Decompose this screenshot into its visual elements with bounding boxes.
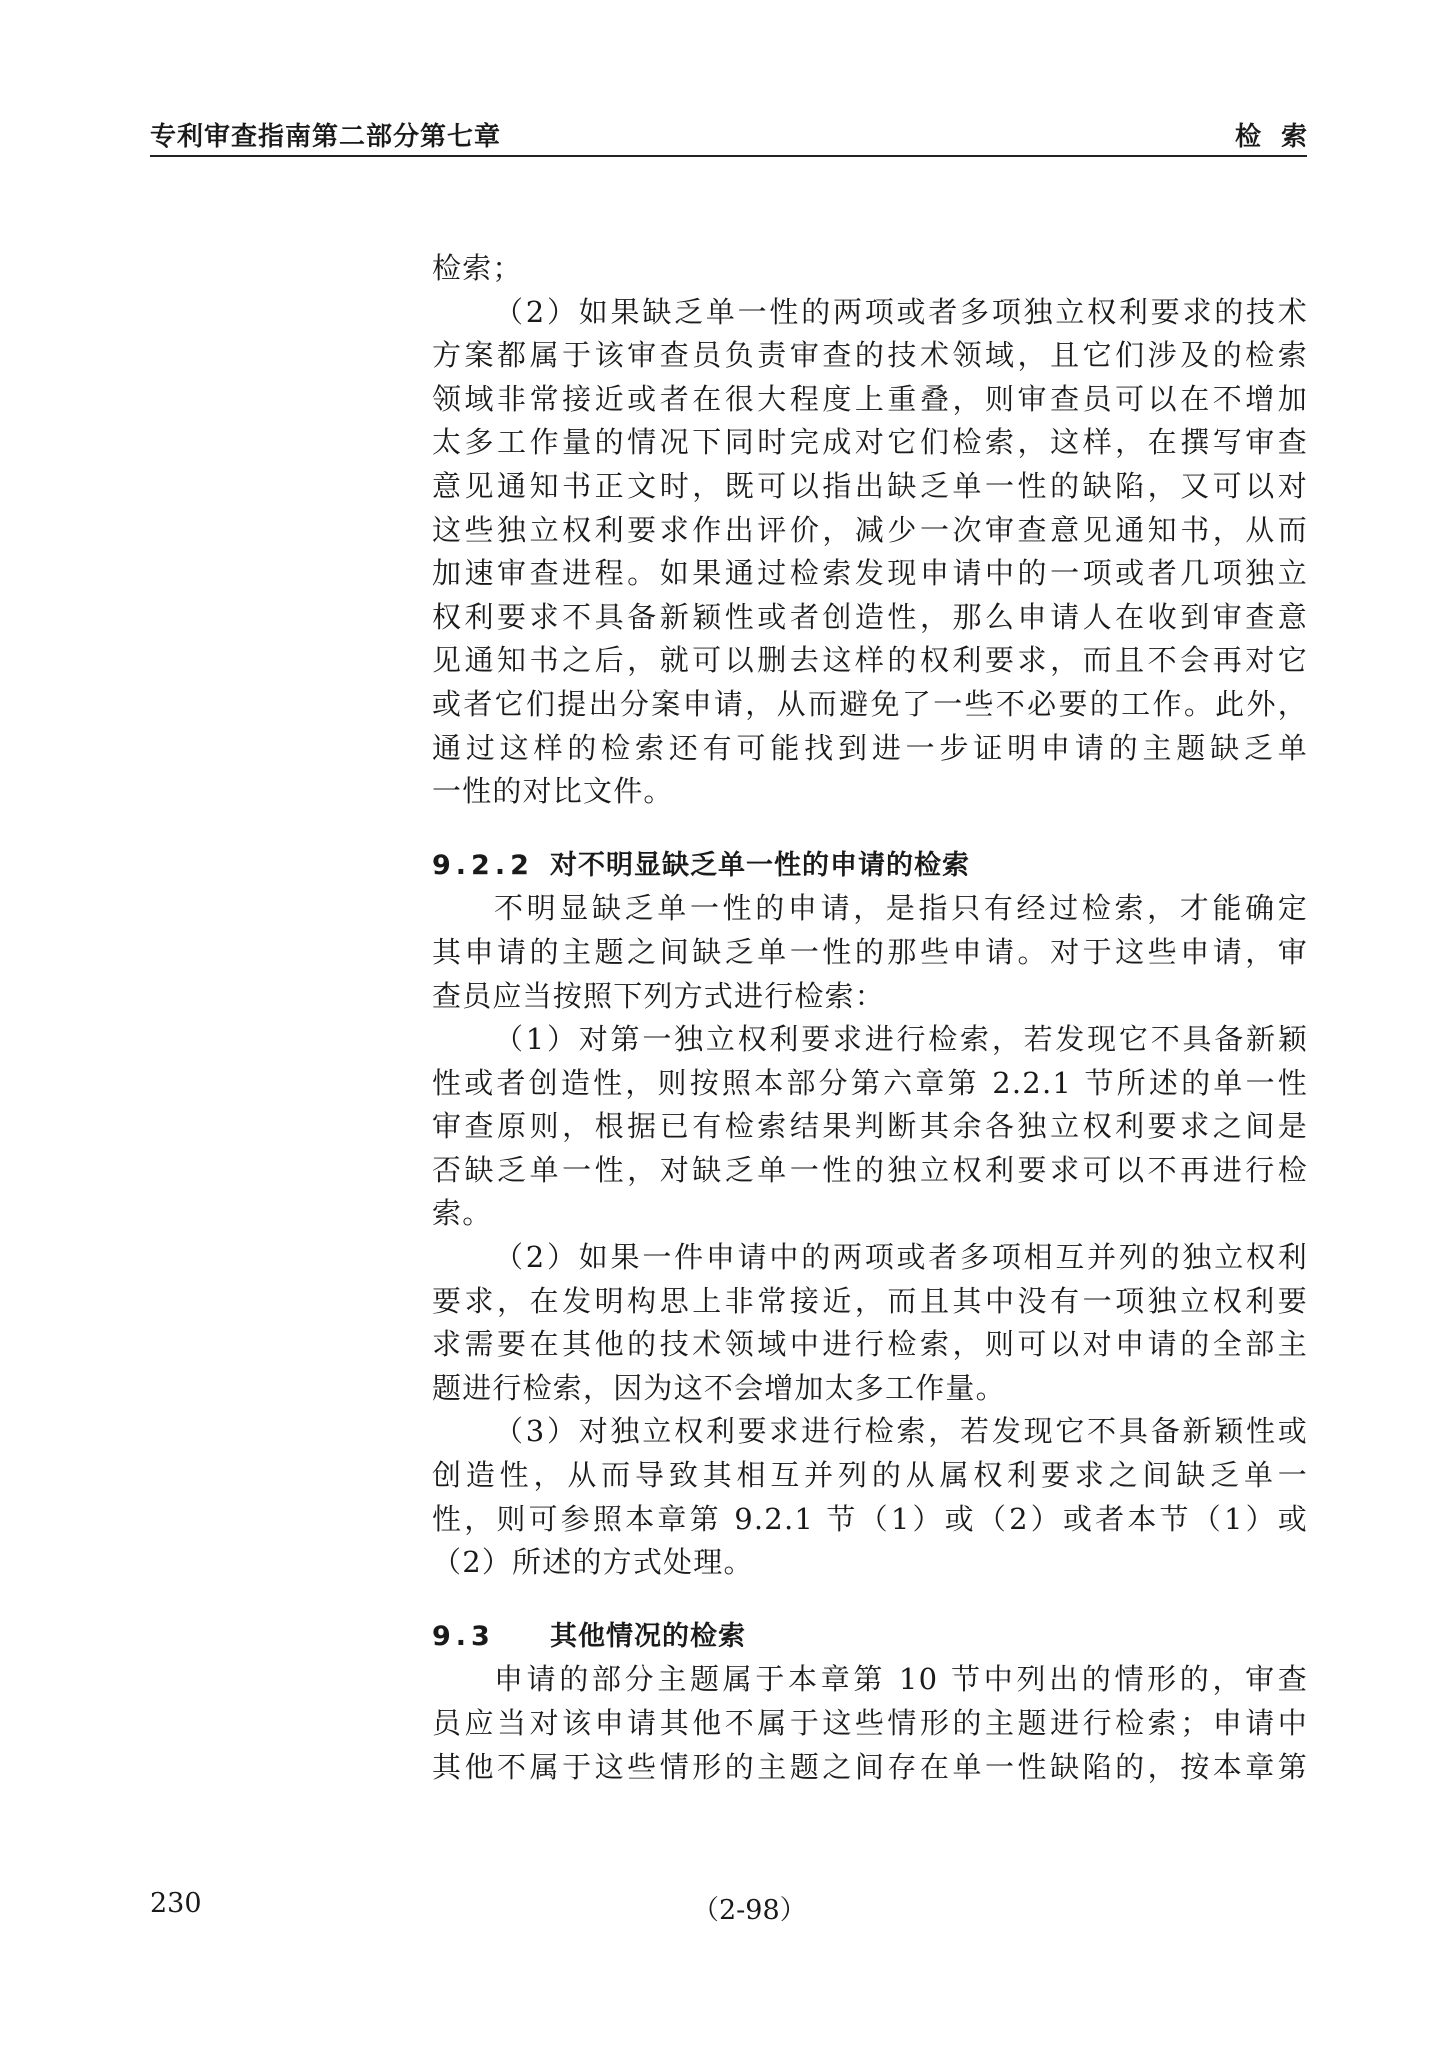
text-line: 这些独立权利要求作出评价，减少一次审查意见通知书，从而	[432, 512, 1308, 547]
text-line: （3）对独立权利要求进行检索，若发现它不具备新颖性或	[494, 1414, 1308, 1449]
body-text	[432, 247, 1308, 1789]
running-header	[150, 116, 1327, 156]
text-line: 求需要在其他的技术领域中进行检索，则可以对申请的全部主	[432, 1327, 1308, 1362]
text-line: 其申请的主题之间缺乏单一性的那些申请。对于这些申请，审	[432, 934, 1308, 969]
text-line: 索。	[432, 1196, 493, 1231]
section-number: 9.2.2	[432, 849, 534, 881]
text-line: （2）如果一件申请中的两项或者多项相互并列的独立权利	[494, 1240, 1308, 1275]
text-line: 意见通知书正文时，既可以指出缺乏单一性的缺陷，又可以对	[432, 468, 1308, 503]
text-line: 不明显缺乏单一性的申请，是指只有经过检索，才能确定	[494, 891, 1308, 926]
text-line: 要求，在发明构思上非常接近，而且其中没有一项独立权利要	[432, 1283, 1308, 1318]
text-line: 一性的对比文件。	[432, 774, 674, 809]
text-line: （2）所述的方式处理。	[432, 1545, 754, 1580]
text-line: 性或者创造性，则按照本部分第六章第 2.2.1 节所述的单一性	[432, 1065, 1308, 1100]
text-line: 太多工作量的情况下同时完成对它们检索，这样，在撰写审查	[432, 425, 1308, 460]
section-title: 对不明显缺乏单一性的申请的检索	[550, 849, 970, 881]
text-line: 方案都属于该审查员负责审查的技术领域，且它们涉及的检索	[432, 338, 1308, 373]
text-line: 通过这样的检索还有可能找到进一步证明申请的主题缺乏单	[432, 730, 1308, 765]
header-rule	[150, 155, 1307, 157]
text-line: 领域非常接近或者在很大程度上重叠，则审查员可以在不增加	[432, 381, 1308, 416]
text-line: 题进行检索，因为这不会增加太多工作量。	[432, 1370, 1006, 1405]
text-line: 性，则可参照本章第 9.2.1 节（1）或（2）或者本节（1）或	[432, 1501, 1308, 1536]
section-title: 其他情况的检索	[550, 1620, 746, 1652]
section-heading-9-3	[432, 1615, 1308, 1659]
text-line: 员应当对该申请其他不属于这些情形的主题进行检索；申请中	[432, 1706, 1308, 1740]
text-line: 创造性，从而导致其相互并列的从属权利要求之间缺乏单一	[432, 1458, 1308, 1493]
text-line: 审查原则，根据已有检索结果判断其余各独立权利要求之间是	[432, 1109, 1308, 1144]
text-line: （2）如果缺乏单一性的两项或者多项独立权利要求的技术	[494, 294, 1308, 329]
header-chapter-title: 专利审查指南第二部分第七章	[150, 122, 502, 152]
header-section-title: 检索	[1234, 122, 1327, 152]
page-number: 230	[150, 1888, 202, 1919]
text-line: 见通知书之后，就可以删去这样的权利要求，而且不会再对它	[432, 643, 1308, 678]
text-line: 否缺乏单一性，对缺乏单一性的独立权利要求可以不再进行检	[432, 1152, 1308, 1187]
text-line: （1）对第一独立权利要求进行检索，若发现它不具备新颖	[494, 1022, 1308, 1057]
text-line: 查员应当按照下列方式进行检索：	[432, 978, 886, 1013]
page-code: （2-98）	[692, 1895, 807, 1926]
section-heading-9-2-2	[432, 844, 1308, 888]
text-line: 加速审查进程。如果通过检索发现申请中的一项或者几项独立	[432, 556, 1308, 591]
section-number: 9.3	[432, 1620, 495, 1652]
text-line: 权利要求不具备新颖性或者创造性，那么申请人在收到审查意	[432, 599, 1308, 634]
text-line: 申请的部分主题属于本章第 10 节中列出的情形的，审查	[494, 1662, 1308, 1697]
text-line: 检索；	[432, 251, 523, 285]
text-line: 或者它们提出分案申请，从而避免了一些不必要的工作。此外，	[432, 686, 1308, 721]
text-line: 其他不属于这些情形的主题之间存在单一性缺陷的，按本章第	[432, 1749, 1308, 1784]
